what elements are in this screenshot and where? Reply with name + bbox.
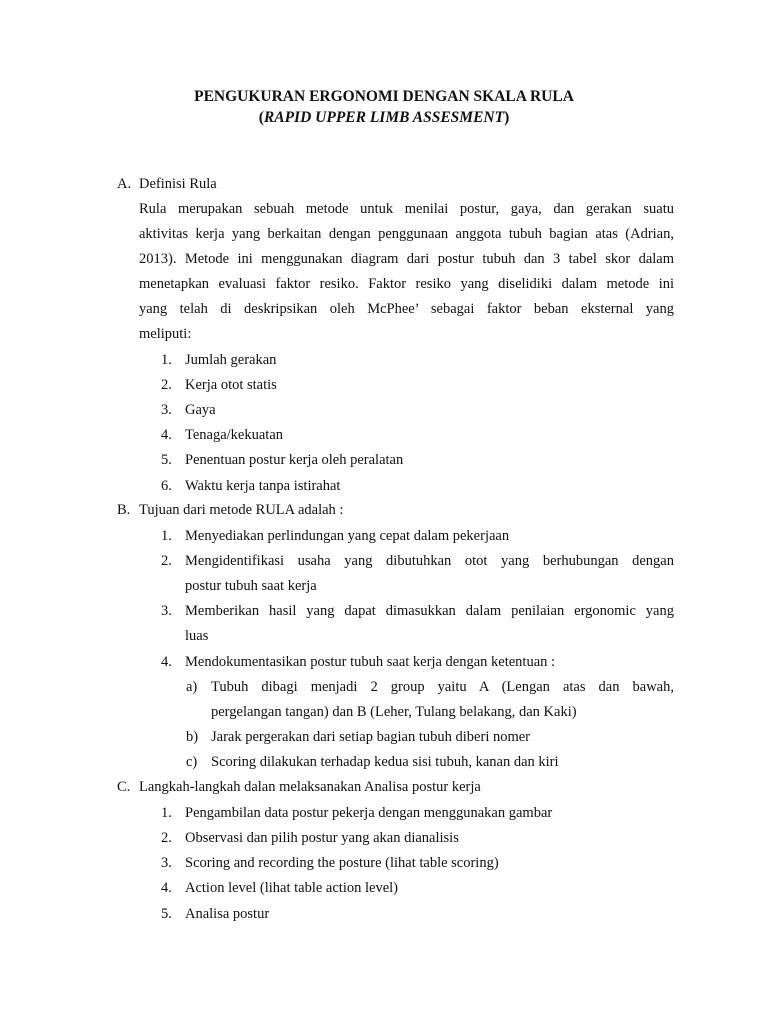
section-c-heading: Langkah-langkah dalan melaksanakan Analisa postur kerja <box>139 779 481 795</box>
section-a-paragraph-line: Rula merupakan sebuah metode untuk menilai postur, gaya, dan gerakan suatu <box>139 201 674 217</box>
list-item-text: Jumlah gerakan <box>185 352 277 368</box>
list-item-text: Analisa postur <box>185 906 270 922</box>
section-a-paragraph-line: meliputi: <box>139 326 192 342</box>
list-item-text: Penentuan postur kerja oleh peralatan <box>185 452 404 468</box>
sublist-item-text: Scoring dilakukan terhadap kedua sisi tubuh, kanan dan kiri <box>211 754 559 770</box>
list-item-marker: 6. <box>161 478 172 494</box>
section-a-paragraph-line: yang telah di deskripsikan oleh McPhee’ sebagai faktor beban eksternal yang <box>139 301 674 317</box>
section-a-paragraph-line: 2013). Metode ini menggunakan diagram dari postur tubuh dan 3 tabel skor dalam <box>139 251 674 267</box>
list-item-text: Waktu kerja tanpa istirahat <box>185 478 341 494</box>
list-item-marker: 5. <box>161 906 172 922</box>
sublist-item-marker: c) <box>186 754 198 770</box>
section-a-paragraph-line: menetapkan evaluasi faktor resiko. Faktor resiko yang diselidiki dalam metode ini <box>139 276 674 292</box>
list-item-marker: 1. <box>161 352 172 368</box>
section-b-heading: Tujuan dari metode RULA adalah : <box>139 502 344 518</box>
sublist-item-marker: b) <box>186 729 199 745</box>
document-subtitle: (RAPID UPPER LIMB ASSESMENT) <box>258 109 510 126</box>
list-item-marker: 3. <box>161 603 172 619</box>
list-item-text: Scoring and recording the posture (lihat table scoring) <box>185 855 499 871</box>
list-item-text: Observasi dan pilih postur yang akan dianalisis <box>185 830 459 846</box>
list-item-text: Gaya <box>185 402 216 418</box>
list-item-text: luas <box>185 628 209 644</box>
list-item-text: Pengambilan data postur pekerja dengan menggunakan gambar <box>185 805 553 821</box>
list-item-text: Memberikan hasil yang dapat dimasukkan dalam penilaian ergonomic yang <box>185 603 674 619</box>
section-c-marker: C. <box>117 779 131 795</box>
list-item-text: Tenaga/kekuatan <box>185 427 284 443</box>
list-item-marker: 4. <box>161 880 172 896</box>
list-item-text: postur tubuh saat kerja <box>185 578 317 594</box>
document-subtitle-italic: RAPID UPPER LIMB ASSESMENT <box>263 109 505 126</box>
list-item-marker: 2. <box>161 553 172 569</box>
section-a-heading: Definisi Rula <box>139 176 217 192</box>
list-item-marker: 3. <box>161 402 172 418</box>
list-item-text: Menyediakan perlindungan yang cepat dalam pekerjaan <box>185 528 510 544</box>
list-item-marker: 4. <box>161 654 172 670</box>
list-item-marker: 4. <box>161 427 172 443</box>
section-a-paragraph-line: aktivitas kerja yang berkaitan dengan penggunaan anggota tubuh bagian atas (Adrian, <box>139 226 674 242</box>
list-item-marker: 2. <box>161 830 172 846</box>
list-item-text: Kerja otot statis <box>185 377 277 393</box>
section-b-marker: B. <box>117 502 131 518</box>
list-item-text: Mendokumentasikan postur tubuh saat kerja dengan ketentuan : <box>185 654 556 670</box>
list-item-marker: 3. <box>161 855 172 871</box>
list-item-marker: 1. <box>161 528 172 544</box>
list-item-marker: 2. <box>161 377 172 393</box>
sublist-item-text: Jarak pergerakan dari setiap bagian tubuh diberi nomer <box>211 729 531 745</box>
sublist-item-text: pergelangan tangan) dan B (Leher, Tulang belakang, dan Kaki) <box>211 704 577 720</box>
sublist-item-marker: a) <box>186 679 198 695</box>
list-item-text: Action level (lihat table action level) <box>185 880 398 896</box>
sublist-item-text: Tubuh dibagi menjadi 2 group yaitu A (Lengan atas dan bawah, <box>211 679 674 695</box>
section-a-marker: A. <box>117 176 132 192</box>
list-item-marker: 1. <box>161 805 172 821</box>
list-item-marker: 5. <box>161 452 172 468</box>
list-item-text: Mengidentifikasi usaha yang dibutuhkan otot yang berhubungan dengan <box>185 553 674 569</box>
document-title: PENGUKURAN ERGONOMI DENGAN SKALA RULA <box>194 88 574 105</box>
